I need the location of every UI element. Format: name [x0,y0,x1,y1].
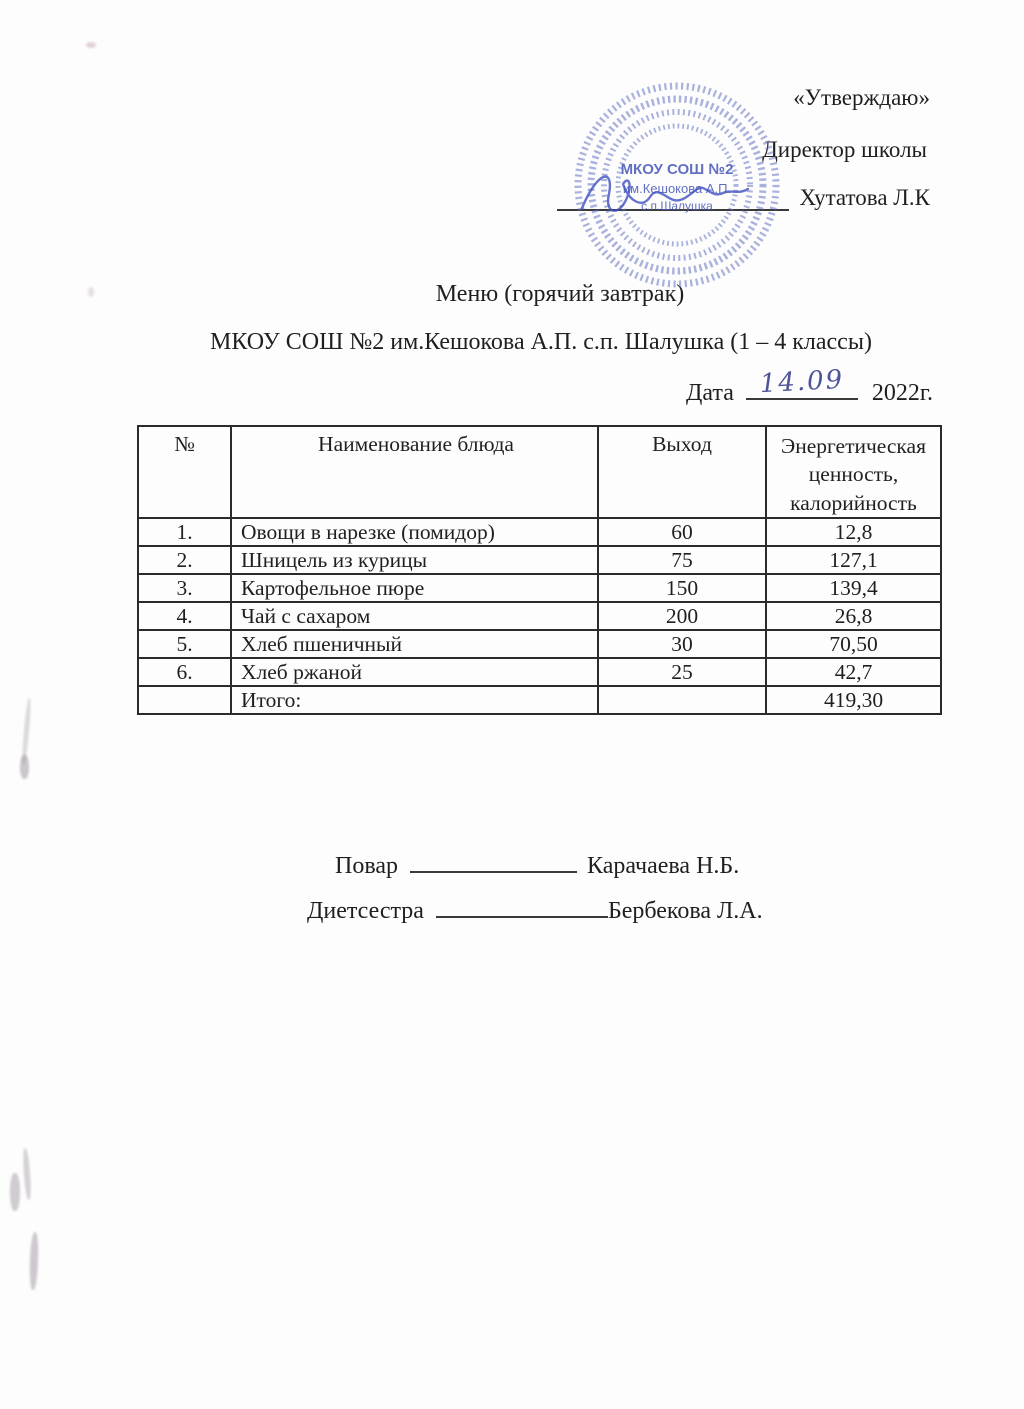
school-name-subtitle: МКОУ СОШ №2 им.Кешокова А.П. с.п. Шалушка (1 – 4 классы) [210,329,872,355]
scan-artifact [29,1232,39,1290]
stamp-graphic [570,78,784,292]
total-energy-value: 419,30 [766,686,941,714]
dietitian-role-label: Диетсестра [307,898,424,924]
scan-artifact [10,1173,20,1211]
table-row: 1. Овощи в нарезке (помидор) 60 12,8 [138,518,941,546]
stamp-text-line2: им.Кешокова А.П. [622,181,732,196]
table-row: 5. Хлеб пшеничный 30 70,50 [138,630,941,658]
scan-artifact [86,42,96,48]
approval-director-label: Директор школы [762,137,927,162]
approval-quote: «Утверждаю» [793,85,930,110]
header-energy: Энергетическая ценность, калорийность [766,426,941,518]
cook-name: Карачаева Н.Б. [587,853,740,879]
date-year: 2022г. [871,380,933,406]
header-output: Выход [598,426,766,518]
stamp-text-line3: с.п.Шалушка [641,199,713,213]
date-label: Дата [686,380,734,406]
scan-artifact [22,1148,32,1200]
scan-artifact [88,287,94,297]
table-row: 4. Чай с сахаром 200 26,8 [138,602,941,630]
stamp-text-line1: МКОУ СОШ №2 [620,161,734,178]
dietitian-signature-row [307,894,763,925]
school-stamp [570,78,784,292]
table-row: 2. Шницель из курицы 75 127,1 [138,546,941,574]
document-title: Меню (горячий завтрак) [435,281,685,307]
dietitian-name: Бербекова Л.А. [607,898,763,924]
date-line [686,364,933,407]
cook-signature-line [410,849,577,873]
handwritten-date: 14.09 [758,364,845,400]
scan-artifact [21,698,32,764]
table-row: 3. Картофельное пюре 150 139,4 [138,574,941,602]
cook-signature-row [335,849,739,880]
date-blank-line [746,364,858,400]
scan-artifact [20,755,29,779]
table-header-row [138,426,941,518]
table-row: 6. Хлеб ржаной 25 42,7 [138,658,941,686]
cook-role-label: Повар [335,853,398,879]
table-total-row [138,686,941,714]
dietitian-signature-line [436,894,608,918]
total-label: Итого: [231,686,598,714]
header-dish: Наименование блюда [231,426,598,518]
director-name: Хутатова Л.К [799,185,930,210]
header-number: № [138,426,231,518]
menu-table [137,425,942,715]
